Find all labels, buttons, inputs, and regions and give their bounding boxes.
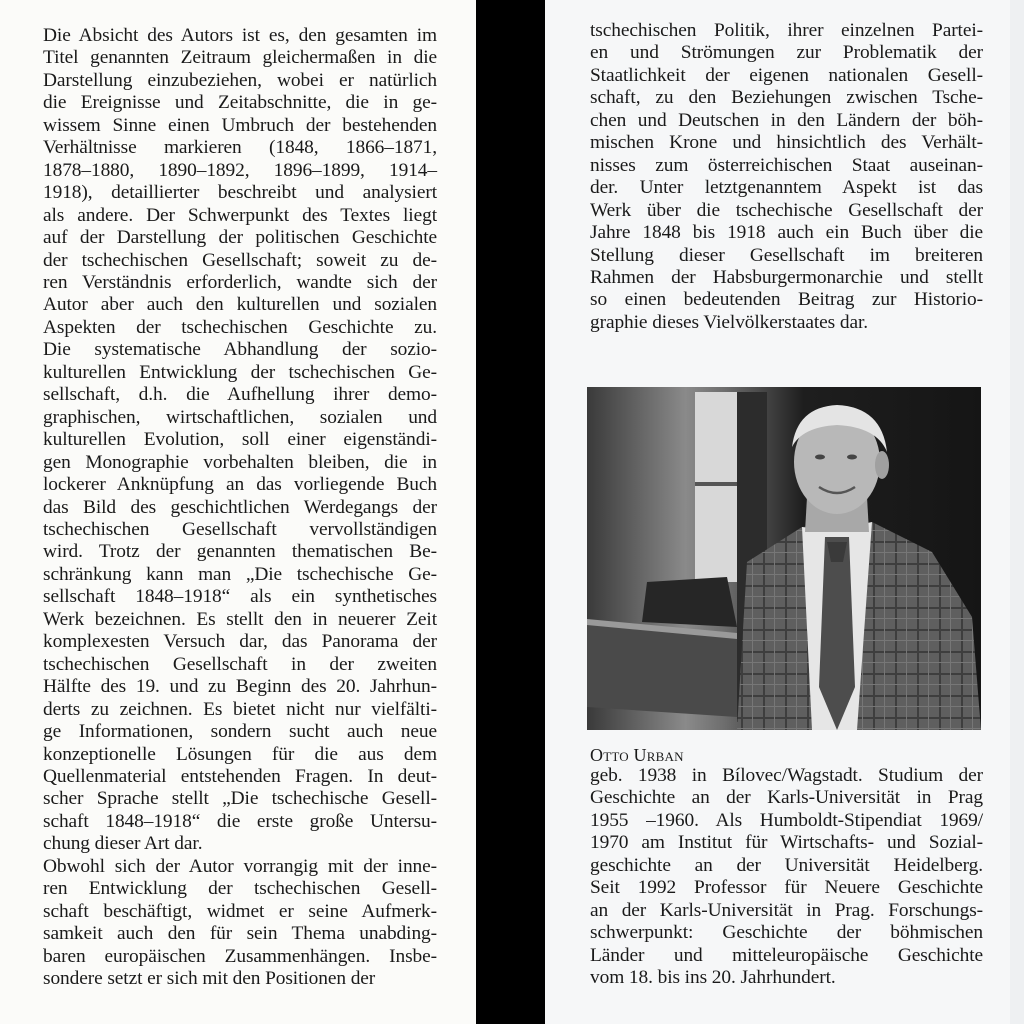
text-line: 1878–1880, 1890–1892, 1896–1899, 1914– [43,159,437,181]
text-line: ren Entwicklung der tschechischen Gesell- [43,878,437,900]
text-line: graphie dieses Vielvölkerstaates dar. [590,311,869,333]
left-page-body-text [43,25,437,990]
text-line: baren europäischen Zusammenhängen. Insbe- [43,945,437,967]
text-line: graphischen, wirtschaftlichen, sozialen und [43,406,437,428]
text-line: lockerer Anknüpfung an das vorliegende Buch [43,474,437,496]
text-line: wissem Sinne einen Umbruch der bestehenden [43,114,437,136]
text-line: ren Verständnis erforderlich, wandte sich der [43,271,437,293]
text-line: mischen Krone und hinsichtlich des Verhält- [590,132,983,154]
text-line: gen Monographie vorbehalten bleiben, die in [43,451,437,473]
text-line: Die systematische Abhandlung der sozio- [43,339,437,361]
text-line: Aspekten der tschechischen Geschichte zu. [43,316,437,338]
text-line: geschichte an der Universität Heidelberg. [590,854,983,876]
text-line: der. Unter letztgenanntem Aspekt ist das [590,177,983,199]
text-line: scher Sprache stellt „Die tschechische Gesell- [43,788,437,810]
text-line: derts zu zeichnen. Es bietet nicht nur vielfälti- [43,698,437,720]
text-line: Die Absicht des Autors ist es, den gesamten im [43,25,437,46]
text-line: kulturellen Evolution, soll einer eigenständi- [43,429,437,451]
text-line: samkeit auch den für sein Thema unabding- [43,923,437,945]
text-line: Werk über die tschechische Gesellschaft der [590,199,983,221]
text-line: die Ereignisse und Zeitabschnitte, die in ge- [43,92,437,114]
text-line: das Bild des geschichtlichen Werdegangs der [43,496,437,518]
text-line: Quellenmaterial entstehenden Fragen. In deut- [43,765,437,787]
text-line: kulturellen Entwicklung der tschechischen Ge- [43,361,437,383]
text-line: en und Strömungen zur Problematik der [590,42,983,64]
text-line: Staatlichkeit der eigenen nationalen Gesell- [590,64,983,86]
text-line: tschechischen Gesellschaft in der zweiten [43,653,437,675]
text-line: Werk bezeichnen. Es stellt den in neuerer Zeit [43,608,437,630]
right-page [545,0,1024,1024]
text-line: sondere setzt er sich mit den Positionen der [43,968,376,990]
author-biography [590,765,983,990]
text-line: 1918), detaillierter beschreibt und analysiert [43,182,437,204]
text-line: Titel genannten Zeitraum gleichermaßen in die [43,47,437,69]
text-line: Autor aber auch den kulturellen und sozialen [43,294,437,316]
text-line: 1955 –1960. Als Humboldt-Stipendiat 1969/ [590,809,983,831]
text-line: 1970 am Institut für Wirtschafts- und Sozial- [590,832,983,854]
text-line: Verhältnisse markieren (1848, 1866–1871, [43,137,437,159]
right-page-body-text [590,20,983,334]
text-line: schaft 1848–1918“ die erste große Untersu- [43,810,437,832]
text-line: Jahre 1848 bis 1918 auch ein Buch über die [590,222,983,244]
text-line: ge Informationen, sondern sucht auch neue [43,721,437,743]
text-line: nisses zum österreichischen Staat auseinan- [590,154,983,176]
text-line: schwerpunkt: Geschichte der böhmischen [590,922,983,944]
text-line: geb. 1938 in Bílovec/Wagstadt. Studium der [590,765,983,786]
text-line: Rahmen der Habsburgermonarchie und stellt [590,266,983,288]
text-line: Hälfte des 19. und zu Beginn des 20. Jahrhun- [43,676,437,698]
text-line: sellschaft 1848–1918“ als ein synthetisches [43,586,437,608]
text-line: sellschaft, d.h. die Aufhellung ihrer demo- [43,384,437,406]
text-line: vom 18. bis ins 20. Jahrhundert. [590,967,836,989]
book-spine-gutter [476,0,545,1024]
text-line: tschechischen Gesellschaft vervollständigen [43,518,437,540]
author-name: Otto Urban [590,745,684,765]
author-portrait-photo [587,387,981,730]
text-line: Länder und mitteleuropäische Geschichte [590,944,983,966]
text-line: an der Karls-Universität in Prag. Forschungs- [590,899,983,921]
text-line: komplexesten Versuch dar, das Panorama der [43,631,437,653]
text-line: schränkung kann man „Die tschechische Ge- [43,563,437,585]
text-line: auf der Darstellung der politischen Geschichte [43,227,437,249]
text-line: wird. Trotz der genannten thematischen Be- [43,541,437,563]
text-line: tschechischen Politik, ihrer einzelnen Partei- [590,20,983,41]
text-line: Stellung dieser Gesellschaft im breiteren [590,244,983,266]
text-line: Obwohl sich der Autor vorrangig mit der inne- [43,855,437,877]
text-line: als andere. Der Schwerpunkt des Textes liegt [43,204,437,226]
text-line: der tschechischen Gesellschaft; soweit zu de- [43,249,437,271]
text-line: Seit 1992 Professor für Neuere Geschichte [590,877,983,899]
text-line: konzeptionelle Lösungen für die aus dem [43,743,437,765]
text-line: schaft, zu den Beziehungen zwischen Tsche- [590,87,983,109]
text-line: Darstellung einzubeziehen, wobei er natürlich [43,69,437,91]
text-line: chen und Deutschen in den Ländern der böh- [590,109,983,131]
text-line: chung dieser Art dar. [43,833,203,855]
portrait-image-icon [587,387,981,730]
left-page [0,0,476,1024]
text-line: schaft beschäftigt, widmet er seine Aufmerk- [43,900,437,922]
page-edge-shading [1010,0,1024,1024]
text-line: Geschichte an der Karls-Universität in Prag [590,787,983,809]
text-line: so einen bedeutenden Beitrag zur Historio- [590,289,983,311]
